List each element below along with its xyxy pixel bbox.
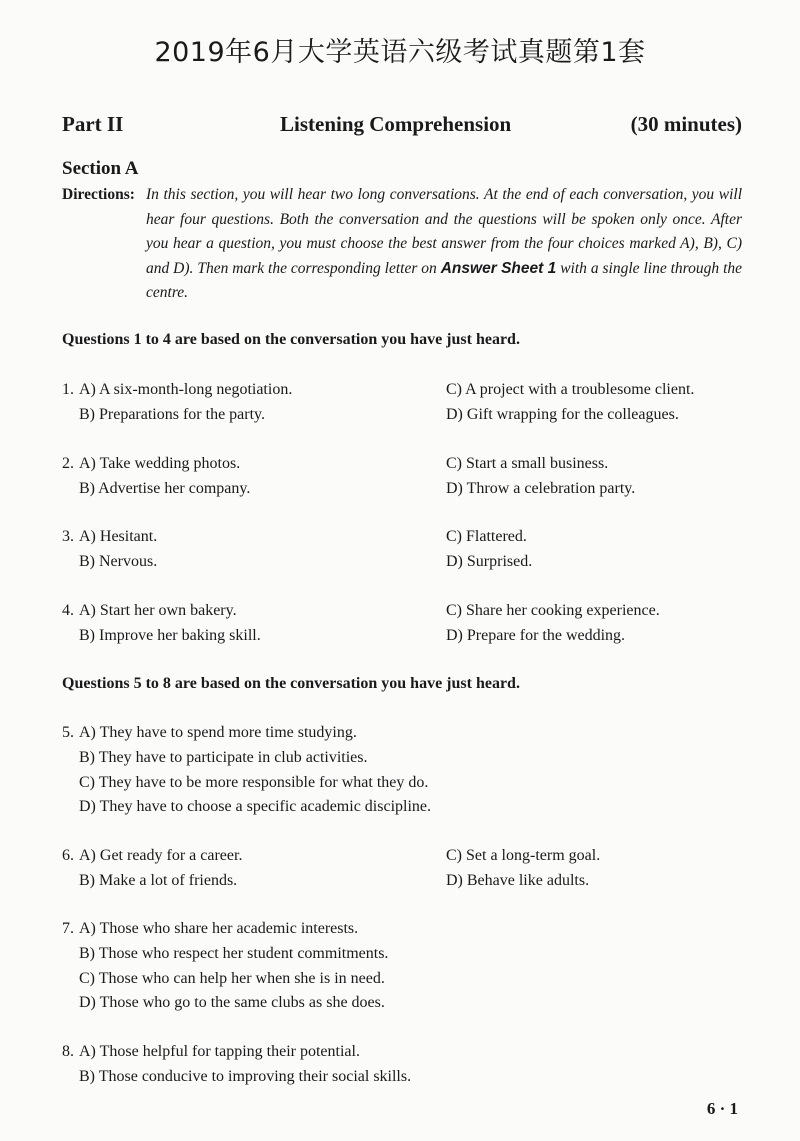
option-b[interactable]: B) Advertise her company. (79, 480, 251, 497)
option-a[interactable]: A) Take wedding photos. (79, 455, 241, 472)
option-d[interactable]: D) Those who go to the same clubs as she does. (79, 994, 385, 1011)
option-b[interactable]: B) Nervous. (79, 553, 158, 570)
option-d[interactable]: D) Gift wrapping for the colleagues. (446, 406, 679, 423)
page-title: 2019年6月大学英语六级考试真题第1套 (154, 37, 646, 68)
option-c[interactable]: C) Start a small business. (446, 455, 609, 472)
page-number: 6 · 1 (706, 1099, 738, 1118)
question-number: 7. (62, 920, 74, 937)
option-a[interactable]: A) Get ready for a career. (79, 847, 243, 864)
option-b[interactable]: B) Those who respect her student commitments. (79, 945, 389, 962)
option-b[interactable]: B) Improve her baking skill. (79, 627, 261, 644)
part-header (62, 112, 742, 140)
option-c[interactable]: C) They have to be more responsible for what they do. (79, 774, 429, 791)
directions-text-after: with a single line through the centre. (146, 259, 743, 301)
question-number: 1. (62, 381, 74, 398)
option-a[interactable]: A) Those helpful for tapping their potential. (79, 1043, 360, 1060)
question-number: 6. (62, 847, 74, 864)
option-c[interactable]: C) Share her cooking experience. (446, 602, 660, 619)
part-label: Part II (62, 112, 124, 136)
option-a[interactable]: A) They have to spend more time studying. (79, 724, 357, 741)
part-name: Listening Comprehension (280, 112, 512, 136)
option-a[interactable]: A) Start her own bakery. (79, 602, 237, 619)
option-c[interactable]: C) Set a long-term goal. (446, 847, 601, 864)
option-a[interactable]: A) Hesitant. (79, 528, 158, 545)
option-c[interactable]: C) A project with a troublesome client. (446, 381, 695, 398)
option-b[interactable]: B) Preparations for the party. (79, 406, 266, 423)
option-a[interactable]: A) Those who share her academic interests. (79, 920, 359, 937)
part-time: (30 minutes) (630, 112, 742, 136)
option-b[interactable]: B) Those conducive to improving their social skills. (79, 1068, 412, 1085)
directions (62, 183, 742, 306)
option-d[interactable]: D) Throw a celebration party. (446, 480, 636, 497)
section-title: Section A (62, 158, 139, 179)
question-group-header-2: Questions 5 to 8 are based on the conversation you have just heard. (62, 675, 520, 692)
answer-sheet-label: Answer Sheet 1 (440, 259, 557, 277)
option-b[interactable]: B) They have to participate in club activities. (79, 749, 368, 766)
question-number: 5. (62, 724, 74, 741)
question-group-header-1: Questions 1 to 4 are based on the conversation you have just heard. (62, 331, 520, 348)
option-a[interactable]: A) A six-month-long negotiation. (79, 381, 293, 398)
option-b[interactable]: B) Make a lot of friends. (79, 872, 238, 889)
option-d[interactable]: D) Behave like adults. (446, 872, 590, 889)
option-d[interactable]: D) They have to choose a specific academic discipline. (79, 798, 432, 815)
question-number: 8. (62, 1043, 74, 1060)
directions-text (146, 183, 742, 306)
directions-label: Directions: (62, 186, 135, 203)
option-d[interactable]: D) Prepare for the wedding. (446, 627, 626, 644)
question-number: 3. (62, 528, 74, 545)
question-number: 2. (62, 455, 74, 472)
directions-text-before: In this section, you will hear two long conversations. At the end of each conversation, you will hear four questions. Both the conversation and the questions will be spoken only once. After you hear a question, you must choose the best answer from the four choices marked A), B), C) and D). Then mark the corresponding letter on (146, 186, 742, 277)
option-c[interactable]: C) Flattered. (446, 528, 527, 545)
question-number: 4. (62, 602, 74, 619)
option-c[interactable]: C) Those who can help her when she is in need. (79, 970, 385, 987)
option-d[interactable]: D) Surprised. (446, 553, 533, 570)
